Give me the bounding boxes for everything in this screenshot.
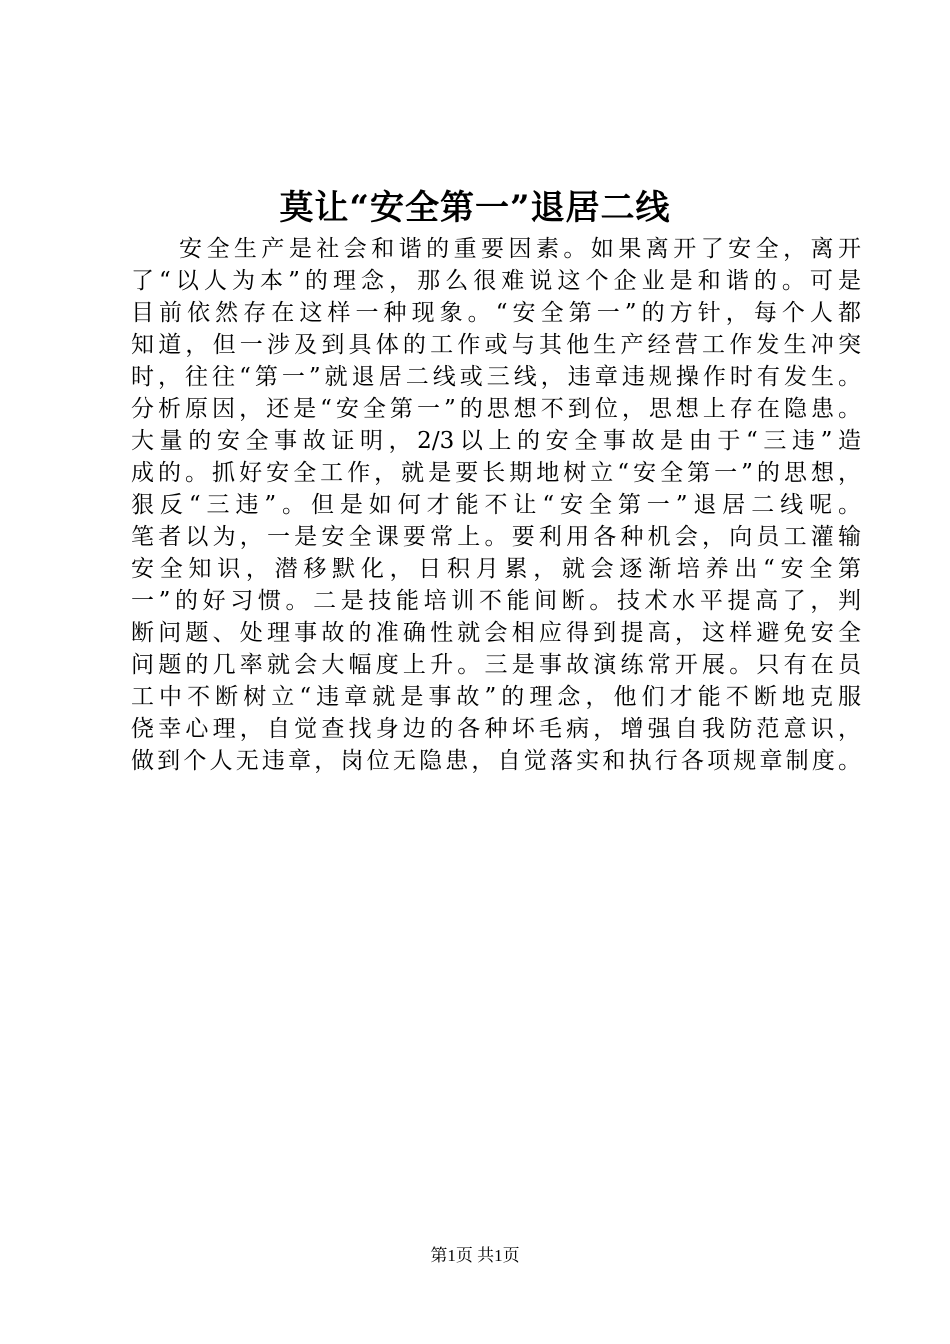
document-title: 莫让“安全第一”退居二线 bbox=[279, 188, 671, 228]
body-line: 安全知识，潜移默化，日积月累，就会逐渐培养出“安全第 bbox=[131, 556, 861, 582]
document-body bbox=[131, 233, 861, 777]
body-line: 工中不断树立“违章就是事故”的理念，他们才能不断地克服 bbox=[131, 684, 861, 710]
body-line: 狠反“三违”。但是如何才能不让“安全第一”退居二线呢。 bbox=[131, 492, 861, 518]
body-line: 知道，但一涉及到具体的工作或与其他生产经营工作发生冲突 bbox=[131, 332, 861, 358]
body-line: 分析原因，还是“安全第一”的思想不到位，思想上存在隐患。 bbox=[131, 396, 861, 422]
body-line: 时，往往“第一”就退居二线或三线，违章违规操作时有发生。 bbox=[131, 364, 861, 390]
body-line: 一”的好习惯。二是技能培训不能间断。技术水平提高了，判 bbox=[131, 588, 861, 614]
body-line: 做到个人无违章，岗位无隐患，自觉落实和执行各项规章制度。 bbox=[131, 748, 861, 774]
body-line: 侥幸心理，自觉查找身边的各种坏毛病，增强自我防范意识， bbox=[131, 716, 861, 742]
body-line: 笔者以为，一是安全课要常上。要利用各种机会，向员工灌输 bbox=[131, 524, 861, 550]
body-line: 目前依然存在这样一种现象。“安全第一”的方针，每个人都 bbox=[131, 300, 861, 326]
body-line: 断问题、处理事故的准确性就会相应得到提高，这样避免安全 bbox=[131, 620, 861, 646]
body-line: 安全生产是社会和谐的重要因素。如果离开了安全，离开 bbox=[179, 236, 861, 262]
body-line: 大量的安全事故证明，2/3以上的安全事故是由于“三违”造 bbox=[131, 428, 861, 454]
body-line: 问题的几率就会大幅度上升。三是事故演练常开展。只有在员 bbox=[131, 652, 861, 678]
page-number: 第1页 共1页 bbox=[430, 1246, 520, 1265]
body-line: 成的。抓好安全工作，就是要长期地树立“安全第一”的思想， bbox=[131, 460, 861, 486]
body-line: 了“以人为本”的理念，那么很难说这个企业是和谐的。可是 bbox=[131, 268, 861, 294]
